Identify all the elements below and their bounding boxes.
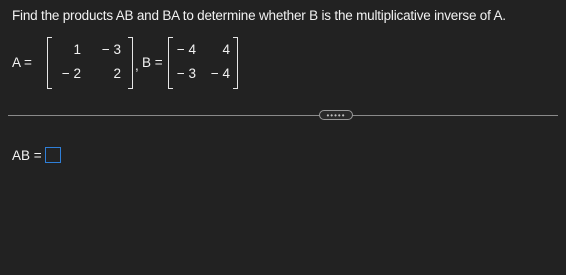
answer-row [12, 146, 61, 164]
matrix-b-left-bracket [168, 37, 173, 89]
matrix-a-cell: 1 [73, 42, 81, 57]
answer-input[interactable] [45, 147, 61, 163]
answer-label: AB = [12, 147, 42, 163]
matrix-a [47, 36, 133, 90]
matrix-a-label: A = [12, 55, 32, 70]
matrix-b-cell: − 3 [176, 66, 196, 81]
given-matrices [12, 36, 272, 90]
matrix-a-cell: − 3 [101, 42, 121, 57]
expand-more-button[interactable]: ••••• [319, 110, 353, 120]
matrix-b-label: B = [142, 55, 163, 70]
matrix-a-left-bracket [47, 37, 52, 89]
matrix-b-cell: − 4 [176, 42, 196, 57]
matrix-b-right-bracket [233, 37, 238, 89]
matrix-a-cell: − 2 [61, 66, 81, 81]
matrix-b [168, 36, 238, 90]
section-divider [8, 115, 558, 116]
matrix-a-right-bracket [128, 37, 133, 89]
matrix-a-cell: 2 [113, 66, 121, 81]
matrix-b-cell: 4 [222, 42, 230, 57]
matrix-separator: , [135, 58, 139, 73]
matrix-b-cell: − 4 [210, 66, 230, 81]
question-text: Find the products AB and BA to determine whether B is the multiplicative inverse of A. [12, 8, 506, 23]
